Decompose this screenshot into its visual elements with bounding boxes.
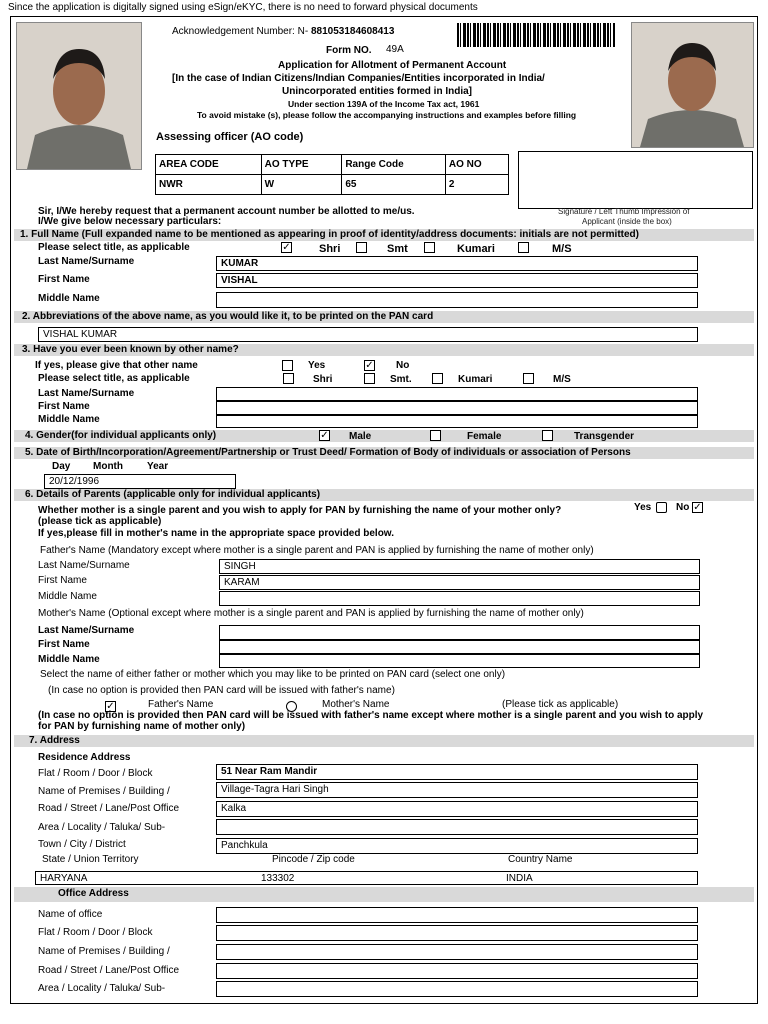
person-photo-icon: [17, 23, 141, 169]
other-title-ms-label: M/S: [553, 374, 571, 385]
ao-header: AO TYPE: [261, 155, 342, 175]
mother-middle-name-field[interactable]: [219, 654, 700, 668]
mother-last-name-field[interactable]: [219, 625, 700, 640]
other-first-name-label: First Name: [38, 401, 90, 412]
state-pin-country-row: [35, 871, 698, 885]
father-name-note: Father's Name (Mandatory except where mother is a single parent and PAN is applied by furnishing the name of mother only): [40, 545, 594, 556]
office-road-field[interactable]: [216, 963, 698, 979]
section-7-band: [14, 735, 754, 747]
other-name-prompt: If yes, please give that other name: [35, 360, 198, 371]
signature-caption-1: Signature / Left Thumb Impression of: [558, 207, 690, 216]
ao-no: 2: [445, 175, 508, 195]
section-2-heading: 2. Abbreviations of the above name, as you would like it, to be printed on the PAN card: [22, 311, 434, 322]
other-last-name-label: Last Name/Surname: [38, 388, 135, 399]
gender-transgender-checkbox[interactable]: [542, 430, 553, 441]
pincode-value[interactable]: 133302: [261, 873, 295, 884]
other-name-yes-label: Yes: [308, 360, 326, 371]
mother-first-name-field[interactable]: [219, 640, 700, 654]
premises-field[interactable]: Village-Tagra Hari Singh: [216, 782, 698, 798]
first-name-field[interactable]: VISHAL: [216, 273, 698, 288]
title-kumari-checkbox[interactable]: [424, 242, 435, 253]
other-name-yes-checkbox[interactable]: [282, 360, 293, 371]
father-last-label: Last Name/Surname: [38, 560, 130, 571]
section-6-heading: 6. Details of Parents (applicable only for individual applicants): [25, 489, 321, 500]
area-label: Area / Locality / Taluka/ Sub-: [38, 822, 166, 833]
country-value[interactable]: INDIA: [506, 873, 533, 884]
other-title-smt-checkbox[interactable]: [364, 373, 375, 384]
office-area-label: Area / Locality / Taluka/ Sub-: [38, 983, 166, 994]
digital-sign-notice: Since the application is digitally signed using eSign/eKYC, there is no need to forward physical documents: [8, 2, 478, 13]
title-smt-label: Smt: [387, 243, 408, 255]
mother-middle-label: Middle Name: [38, 654, 100, 665]
pincode-label: Pincode / Zip code: [272, 854, 355, 865]
form-title: Application for Allotment of Permanent Account: [278, 60, 507, 71]
print-father-name-checkbox[interactable]: ✓: [106, 701, 115, 712]
flat-label: Flat / Room / Door / Block: [38, 768, 153, 779]
footnote-line-2: for PAN by furnishing name of mother only): [38, 721, 246, 732]
section-7-heading: 7. Address: [29, 735, 80, 746]
gender-transgender-label: Transgender: [574, 431, 635, 442]
form-no-label: Form NO.: [326, 45, 372, 56]
print-father-name-label: Father's Name: [148, 699, 214, 710]
country-label: Country Name: [508, 854, 573, 865]
other-name-no-checkbox[interactable]: ✓: [365, 360, 374, 371]
state-value[interactable]: HARYANA: [40, 873, 88, 884]
barcode-icon: [457, 23, 615, 47]
tick-applicable-note: (Please tick as applicable): [502, 699, 619, 710]
ao-label: Assessing officer (AO code): [156, 131, 304, 143]
residence-address-label: Residence Address: [38, 752, 131, 763]
other-title-shri-checkbox[interactable]: [283, 373, 294, 384]
middle-name-label: Middle Name: [38, 293, 100, 304]
mother-fill-note: If yes,please fill in mother's name in the appropriate space provided below.: [38, 528, 394, 539]
single-parent-question: Whether mother is a single parent and you wish to apply for PAN by furnishing the name of your mother only?: [38, 505, 562, 516]
footnote-line-1: (In case no option is provided then PAN card will be issued with father's name except where mother is a single parent and you wish to apply: [38, 710, 704, 721]
title-ms-label: M/S: [552, 243, 572, 255]
single-parent-tick-note: (please tick as applicable): [38, 516, 162, 527]
signature-box[interactable]: [518, 151, 753, 209]
title-shri-checkbox[interactable]: ✓: [282, 242, 291, 253]
single-parent-yes-checkbox[interactable]: [656, 502, 667, 513]
other-title-select-label: Please select title, as applicable: [38, 373, 190, 384]
town-field[interactable]: Panchkula: [216, 838, 698, 854]
intro-request: Sir, I/We hereby request that a permanent account number be allotted to me/us.: [38, 206, 415, 217]
other-title-shri-label: Shri: [313, 374, 333, 385]
town-label: Town / City / District: [38, 839, 126, 850]
road-label: Road / Street / Lane/Post Office: [38, 803, 180, 814]
office-area-field[interactable]: [216, 981, 698, 997]
last-name-field[interactable]: KUMAR: [216, 256, 698, 271]
default-father-note: (In case no option is provided then PAN card will be issued with father's name): [48, 685, 395, 696]
other-title-smt-label: Smt.: [390, 374, 412, 385]
ack-label: Acknowledgement Number: N-: [172, 26, 309, 37]
state-label: State / Union Territory: [42, 854, 139, 865]
ack-number: 881053184608413: [310, 26, 395, 37]
mother-last-label: Last Name/Surname: [38, 625, 135, 636]
title-kumari-label: Kumari: [457, 243, 495, 255]
father-first-name-field[interactable]: KARAM: [219, 575, 700, 590]
section-4-heading: 4. Gender(for individual applicants only): [25, 430, 217, 441]
form-subtitle-4: To avoid mistake (s), please follow the accompanying instructions and examples before filling: [197, 110, 577, 120]
other-middle-name-label: Middle Name: [38, 414, 100, 425]
other-title-kumari-checkbox[interactable]: [432, 373, 443, 384]
print-mother-name-label: Mother's Name: [322, 699, 390, 710]
person-photo-icon: [632, 23, 753, 147]
dob-month-label: Month: [93, 461, 123, 472]
flat-field[interactable]: 51 Near Ram Mandir: [216, 764, 698, 780]
last-name-label: Last Name/Surname: [38, 256, 135, 267]
dob-field[interactable]: 20/12/1996: [44, 474, 236, 489]
form-no: 49A: [386, 44, 404, 55]
premises-label: Name of Premises / Building /: [38, 786, 170, 797]
ao-header: AREA CODE: [156, 155, 262, 175]
title-shri-label: Shri: [319, 243, 341, 255]
father-first-label: First Name: [38, 575, 87, 586]
other-name-no-label: No: [396, 360, 410, 371]
ao-table: [155, 154, 509, 195]
applicant-photo-right: [631, 22, 754, 148]
ao-header: Range Code: [342, 155, 446, 175]
form-subtitle-1: [In the case of Indian Citizens/Indian Companies/Entities incorporated in India/: [172, 73, 545, 84]
other-title-kumari-label: Kumari: [458, 374, 493, 385]
father-middle-name-field[interactable]: [219, 591, 700, 606]
form-subtitle-3: Under section 139A of the Income Tax act, 1961: [288, 99, 480, 109]
single-parent-no-label: No: [676, 502, 690, 513]
office-premises-field[interactable]: [216, 944, 698, 960]
office-flat-field[interactable]: [216, 925, 698, 941]
signature-caption-2: Applicant (inside the box): [582, 217, 672, 226]
office-premises-label: Name of Premises / Building /: [38, 946, 170, 957]
office-address-label: Office Address: [58, 888, 129, 899]
office-name-field[interactable]: [216, 907, 698, 923]
dob-day-label: Day: [52, 461, 71, 472]
title-smt-checkbox[interactable]: [356, 242, 367, 253]
ao-range-code: 65: [342, 175, 446, 195]
gender-male-checkbox[interactable]: ✓: [320, 430, 329, 441]
office-road-label: Road / Street / Lane/Post Office: [38, 965, 180, 976]
middle-name-field[interactable]: [216, 292, 698, 308]
select-name-note: Select the name of either father or mother which you may like to be printed on PAN card (select one only): [40, 669, 506, 680]
section-5-heading: 5. Date of Birth/Incorporation/Agreement/Partnership or Trust Deed/ Formation of Body of individuals or association of Persons: [25, 447, 631, 458]
ao-header: AO NO: [445, 155, 508, 175]
section-1-heading: 1. Full Name (Full expanded name to be mentioned as appearing in proof of identity/address documents: initials are not permitted): [20, 229, 639, 240]
dob-year-label: Year: [147, 461, 169, 472]
other-last-name-field[interactable]: [216, 387, 698, 401]
gender-male-label: Male: [349, 431, 372, 442]
other-middle-name-field[interactable]: [216, 415, 698, 428]
father-last-name-field[interactable]: SINGH: [219, 559, 700, 574]
single-parent-yes-label: Yes: [634, 502, 652, 513]
single-parent-no-checkbox[interactable]: ✓: [693, 502, 702, 513]
title-select-label: Please select title, as applicable: [38, 242, 190, 253]
mother-first-label: First Name: [38, 639, 90, 650]
gender-female-checkbox[interactable]: [430, 430, 441, 441]
applicant-photo-left: [16, 22, 142, 170]
gender-female-label: Female: [467, 431, 502, 442]
intro-particulars: I/We give below necessary particulars:: [38, 216, 222, 227]
abbreviated-name-field[interactable]: VISHAL KUMAR: [38, 327, 698, 342]
ao-type: W: [261, 175, 342, 195]
office-flat-label: Flat / Room / Door / Block: [38, 927, 153, 938]
form-subtitle-2: Unincorporated entities formed in India]: [282, 86, 473, 97]
office-name-label: Name of office: [38, 909, 103, 920]
ao-area-code: NWR: [156, 175, 262, 195]
mother-name-note: Mother's Name (Optional except where mother is a single parent and PAN is applied by furnishing the name of mother only): [38, 608, 584, 619]
road-field[interactable]: Kalka: [216, 801, 698, 817]
first-name-label: First Name: [38, 274, 90, 285]
other-first-name-field[interactable]: [216, 401, 698, 415]
area-field[interactable]: [216, 819, 698, 835]
title-ms-checkbox[interactable]: [518, 242, 529, 253]
other-title-ms-checkbox[interactable]: [523, 373, 534, 384]
father-middle-label: Middle Name: [38, 591, 97, 602]
section-3-heading: 3. Have you ever been known by other name?: [22, 344, 239, 355]
